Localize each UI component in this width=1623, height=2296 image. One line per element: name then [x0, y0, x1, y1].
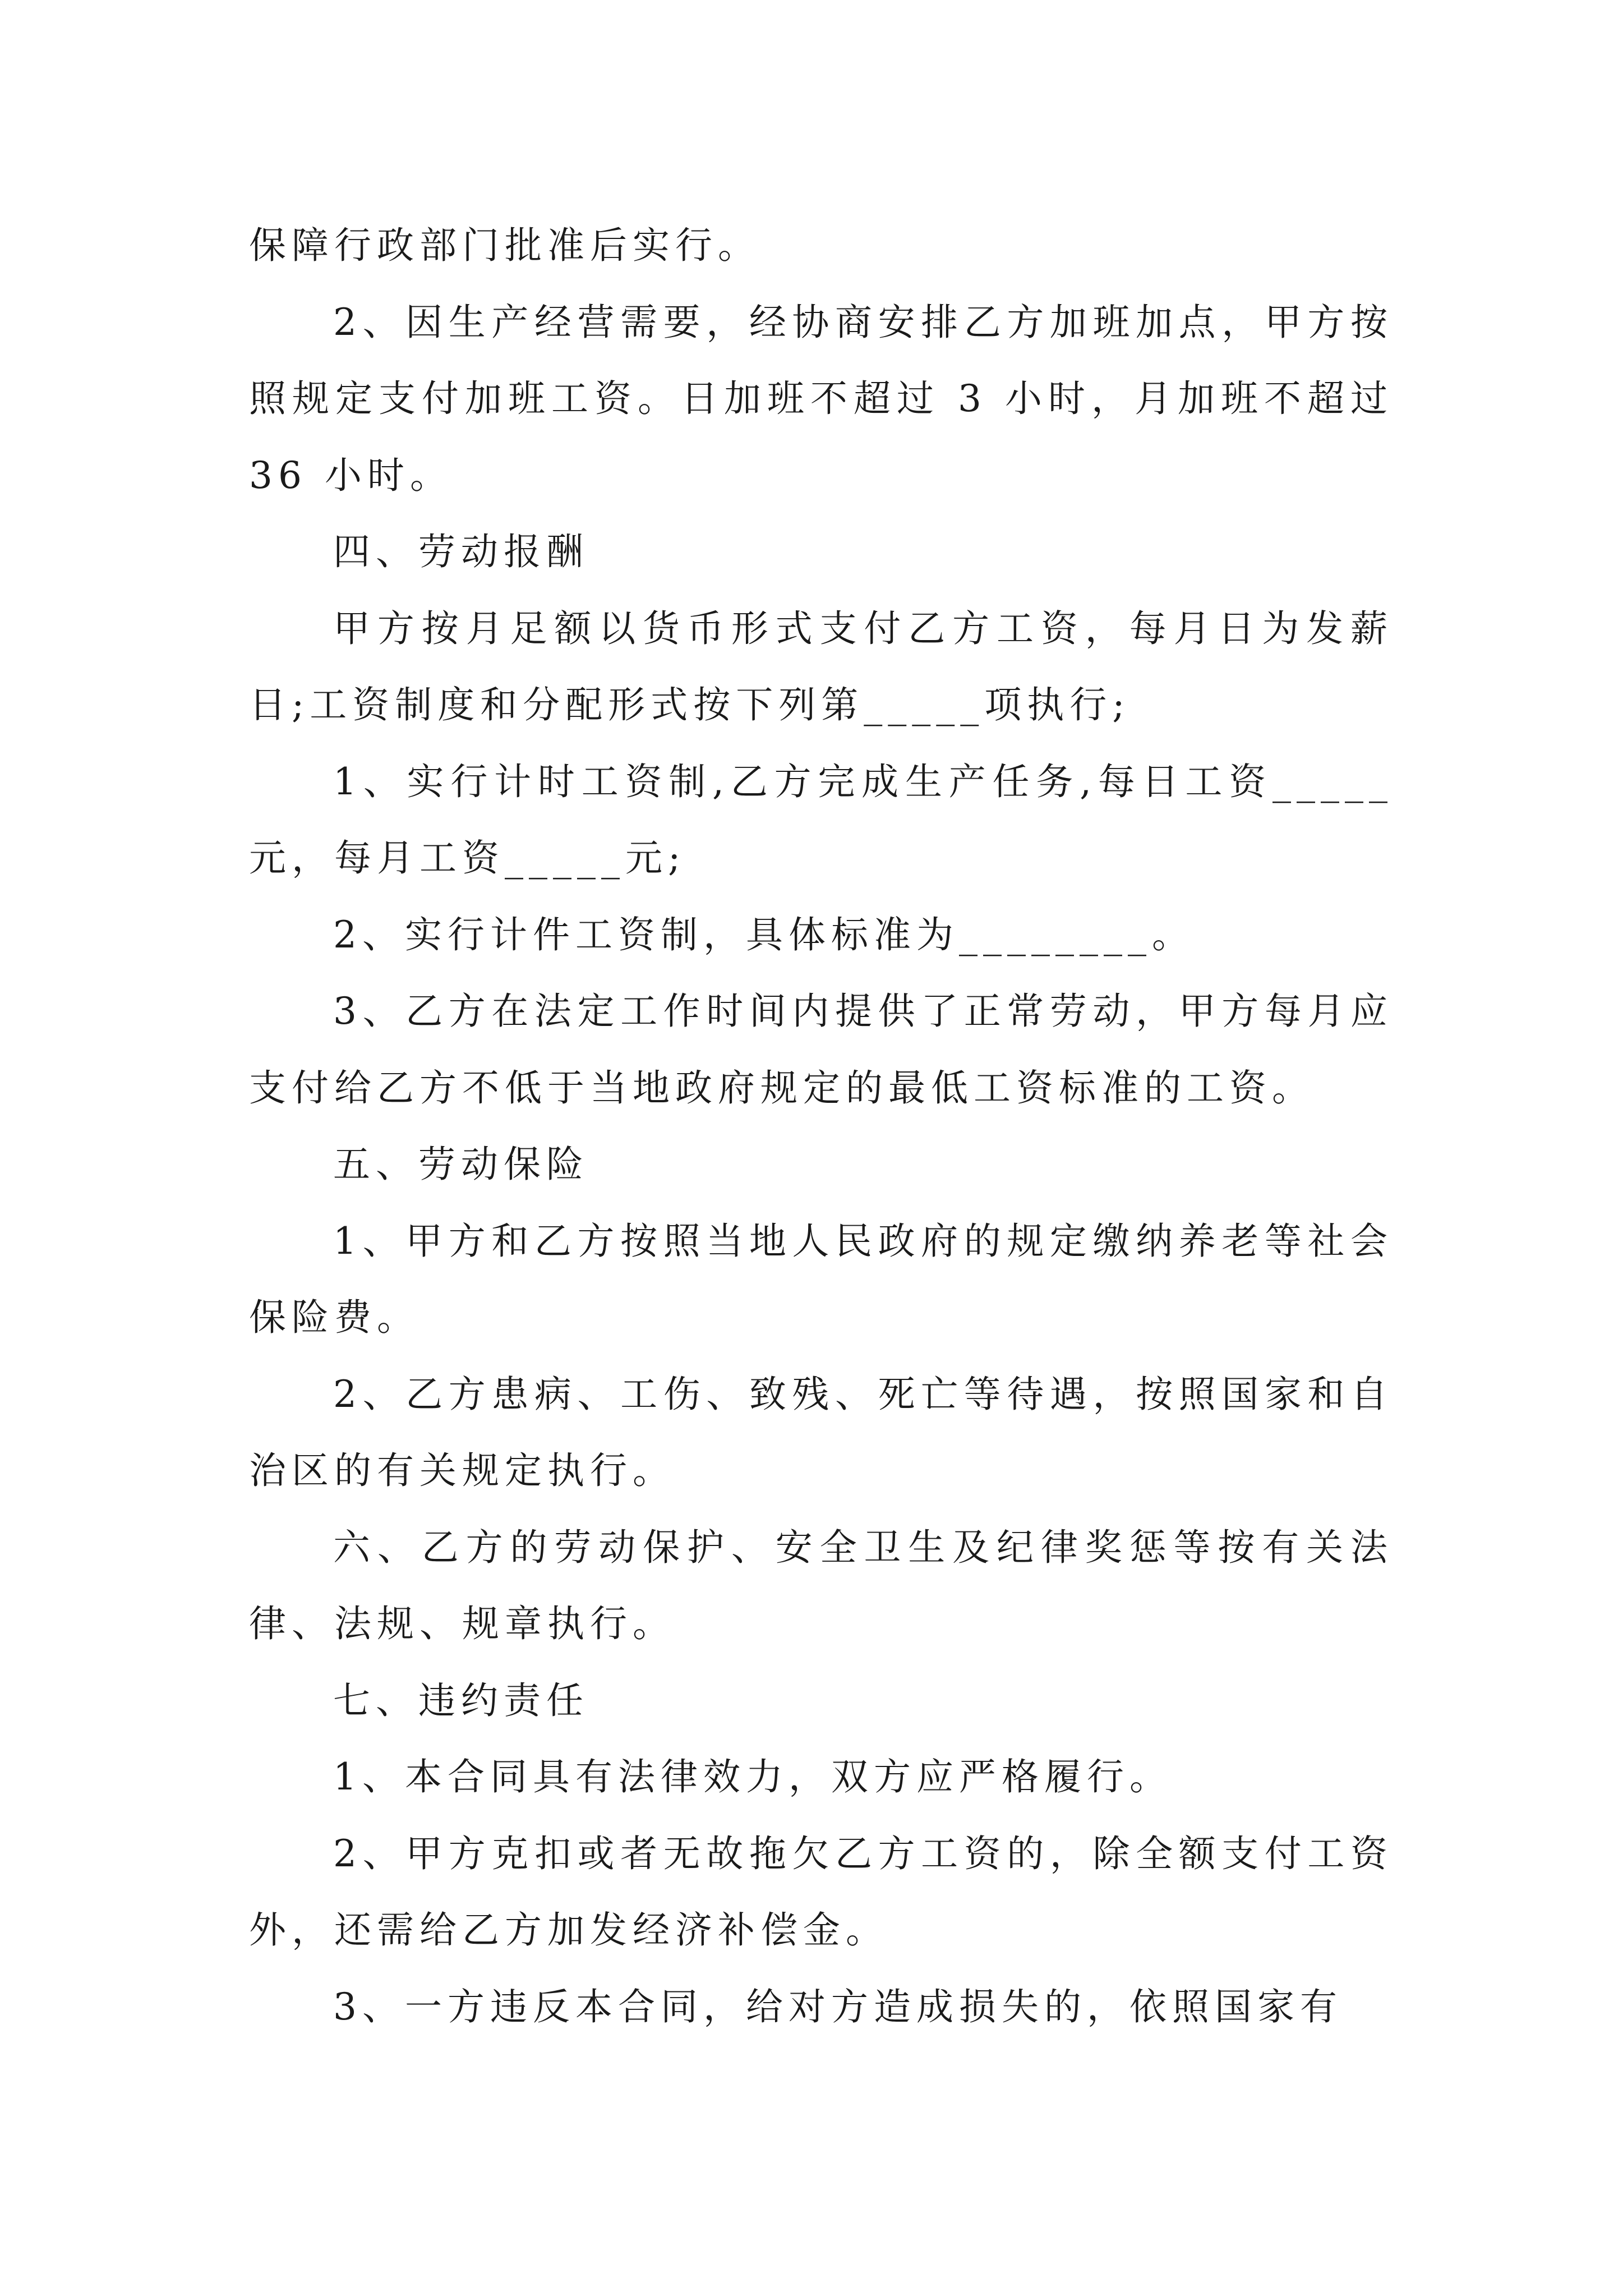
paragraph-social-insurance: 1、甲方和乙方按照当地人民政府的规定缴纳养老等社会保险费。	[249, 1219, 1393, 1339]
paragraph-injury-benefits: 2、乙方患病、工伤、致残、死亡等待遇，按照国家和自治区的有关规定执行。	[249, 1372, 1393, 1492]
paragraph-wage-payment: 甲方按月足额以货币形式支付乙方工资，每月日为发薪日;工资制度和分配形式按下列第_____项执行;	[249, 606, 1393, 726]
paragraph-breach-damages: 3、一方违反本合同，给对方造成损失的，依照国家有	[333, 1985, 1343, 2028]
paragraph-continuation: 保障行政部门批准后实行。	[249, 224, 760, 267]
paragraph-wage-deduction: 2、甲方克扣或者无故拖欠乙方工资的，除全额支付工资外，还需给乙方加发经济补偿金。	[249, 1832, 1393, 1952]
paragraph-piece-wage: 2、实行计件工资制，具体标准为________。	[333, 913, 1195, 956]
paragraph-minimum-wage: 3、乙方在法定工作时间内提供了正常劳动，甲方每月应支付给乙方不低于当地政府规定的最低工资标准的工资。	[249, 990, 1393, 1110]
paragraph-time-wage: 1、实行计时工资制,乙方完成生产任务,每日工资_____元，每月工资_____元;	[249, 760, 1393, 880]
paragraph-overtime: 2、因生产经营需要，经协商安排乙方加班加点，甲方按照规定支付加班工资。日加班不超过 3 小时，月加班不超过 36 小时。	[249, 300, 1393, 497]
section-heading-insurance: 五、劳动保险	[333, 1143, 589, 1186]
section-heading-remuneration: 四、劳动报酬	[333, 530, 589, 573]
paragraph-labor-protection: 六、乙方的劳动保护、安全卫生及纪律奖惩等按有关法律、法规、规章执行。	[249, 1525, 1393, 1645]
section-heading-liability: 七、违约责任	[333, 1678, 589, 1722]
document-body	[249, 208, 1393, 2045]
paragraph-legal-effect: 1、本合同具有法律效力，双方应严格履行。	[333, 1755, 1172, 1798]
